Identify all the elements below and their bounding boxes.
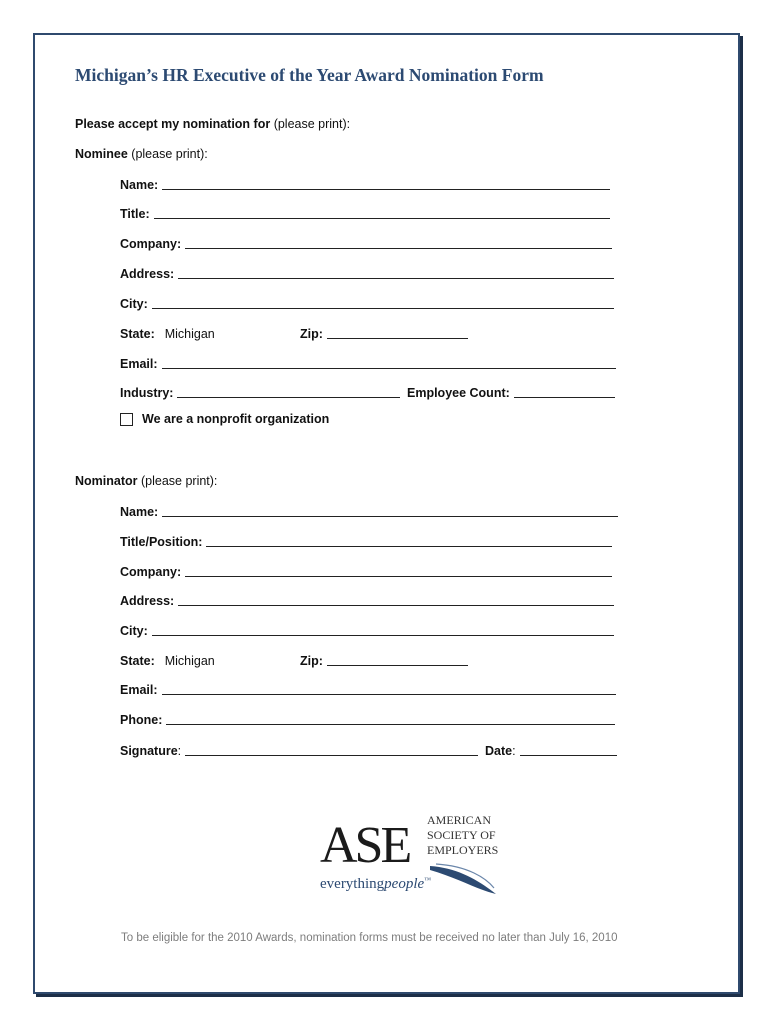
nominator-state-row [120, 652, 320, 668]
logo-line-employers: EMPLOYERS [427, 843, 498, 857]
nominator-title-row [120, 533, 612, 549]
nominator-city-row [120, 622, 614, 638]
nominee-address-row [120, 265, 614, 281]
nominee-heading [75, 147, 208, 161]
nominator-heading [75, 474, 217, 488]
nominee-state-row [120, 325, 320, 341]
nominee-zip-field[interactable] [327, 326, 468, 339]
nominator-city-field[interactable] [152, 623, 614, 636]
nominee-industry-field[interactable] [177, 385, 400, 398]
nominee-city-label: City: [120, 297, 148, 311]
nominee-industry-label: Industry: [120, 386, 174, 400]
nominator-state-value: Michigan [164, 654, 215, 668]
nominator-zip-row [300, 652, 468, 668]
nominator-email-row [120, 681, 616, 697]
form-title: Michigan’s HR Executive of the Year Award Nomination Form [75, 65, 544, 85]
accept-note: (please print): [273, 117, 351, 131]
nominee-heading-label: Nominee [75, 147, 128, 161]
nominee-email-field[interactable] [162, 356, 616, 369]
nominator-phone-field[interactable] [166, 712, 615, 725]
nominee-title-label: Title: [120, 207, 150, 221]
nominee-address-label: Address: [120, 267, 175, 281]
ase-logo [318, 808, 498, 898]
accept-nomination-line [75, 117, 350, 131]
nominator-company-label: Company: [120, 565, 182, 579]
nominator-name-row [120, 503, 618, 519]
nominee-company-row [120, 235, 612, 251]
nominee-zip-row [300, 325, 468, 341]
nominator-email-label: Email: [120, 683, 158, 697]
nominator-signature-field[interactable] [185, 743, 478, 756]
nominee-employee-count-label: Employee Count: [407, 386, 510, 400]
nominee-company-label: Company: [120, 237, 182, 251]
nominator-signature-label: Signature: [120, 744, 182, 758]
nominator-signature-row [120, 742, 478, 758]
date-label-text: Date [485, 744, 513, 758]
nominee-industry-row [120, 384, 400, 400]
nominee-email-row [120, 355, 616, 371]
nominator-title-label: Title/Position: [120, 535, 203, 549]
nominator-heading-label: Nominator [75, 474, 138, 488]
logo-tagline-tm: ™ [424, 876, 432, 884]
nominee-title-field[interactable] [154, 206, 610, 219]
nominee-heading-note: (please print): [131, 147, 208, 161]
nominee-employee-count-field[interactable] [514, 385, 615, 398]
logo-tagline-people: people [384, 876, 425, 892]
nominee-title-row [120, 205, 610, 221]
nominee-employee-count-row [407, 384, 615, 400]
nominator-phone-label: Phone: [120, 713, 163, 727]
nominee-name-row [120, 176, 610, 192]
logo-tagline-everything: everything [320, 876, 385, 892]
nominator-date-field[interactable] [520, 743, 617, 756]
nominee-company-field[interactable] [185, 236, 612, 249]
nonprofit-label: We are a nonprofit organization [142, 412, 330, 426]
nominee-name-label: Name: [120, 178, 159, 192]
nominator-address-row [120, 592, 614, 608]
logo-line-american: AMERICAN [427, 813, 492, 827]
nominee-name-field[interactable] [162, 177, 610, 190]
nominator-phone-row [120, 711, 615, 727]
nominator-state-label: State: [120, 654, 155, 668]
logo-tagline [320, 876, 431, 892]
nominator-company-row [120, 563, 612, 579]
nominator-title-field[interactable] [206, 534, 612, 547]
nominator-address-label: Address: [120, 594, 175, 608]
accept-label: Please accept my nomination for [75, 117, 271, 131]
nonprofit-checkbox-row[interactable] [120, 412, 329, 426]
signature-label-text: Signature [120, 744, 178, 758]
nominator-zip-label: Zip: [300, 654, 323, 668]
eligibility-footer: To be eligible for the 2010 Awards, nomination forms must be received no later than July 16, 2010 [121, 932, 618, 944]
logo-mark: ASE [320, 817, 410, 874]
nominator-zip-field[interactable] [327, 653, 468, 666]
nominee-city-field[interactable] [152, 296, 614, 309]
nominator-heading-note: (please print): [140, 474, 218, 488]
nominator-date-label: Date: [485, 744, 516, 758]
nominee-state-value: Michigan [164, 327, 215, 341]
nominee-address-field[interactable] [178, 266, 614, 279]
nominator-name-field[interactable] [162, 504, 618, 517]
nominator-company-field[interactable] [185, 564, 612, 577]
nominee-zip-label: Zip: [300, 327, 323, 341]
nominator-address-field[interactable] [178, 593, 614, 606]
nominator-date-row [485, 742, 617, 758]
nonprofit-checkbox[interactable] [120, 413, 133, 426]
nominator-email-field[interactable] [162, 682, 616, 695]
logo-line-society: SOCIETY OF [427, 828, 496, 842]
nominator-city-label: City: [120, 624, 148, 638]
nominee-email-label: Email: [120, 357, 158, 371]
form-frame [33, 33, 740, 994]
nominee-city-row [120, 295, 614, 311]
nominee-state-label: State: [120, 327, 155, 341]
nominator-name-label: Name: [120, 505, 159, 519]
